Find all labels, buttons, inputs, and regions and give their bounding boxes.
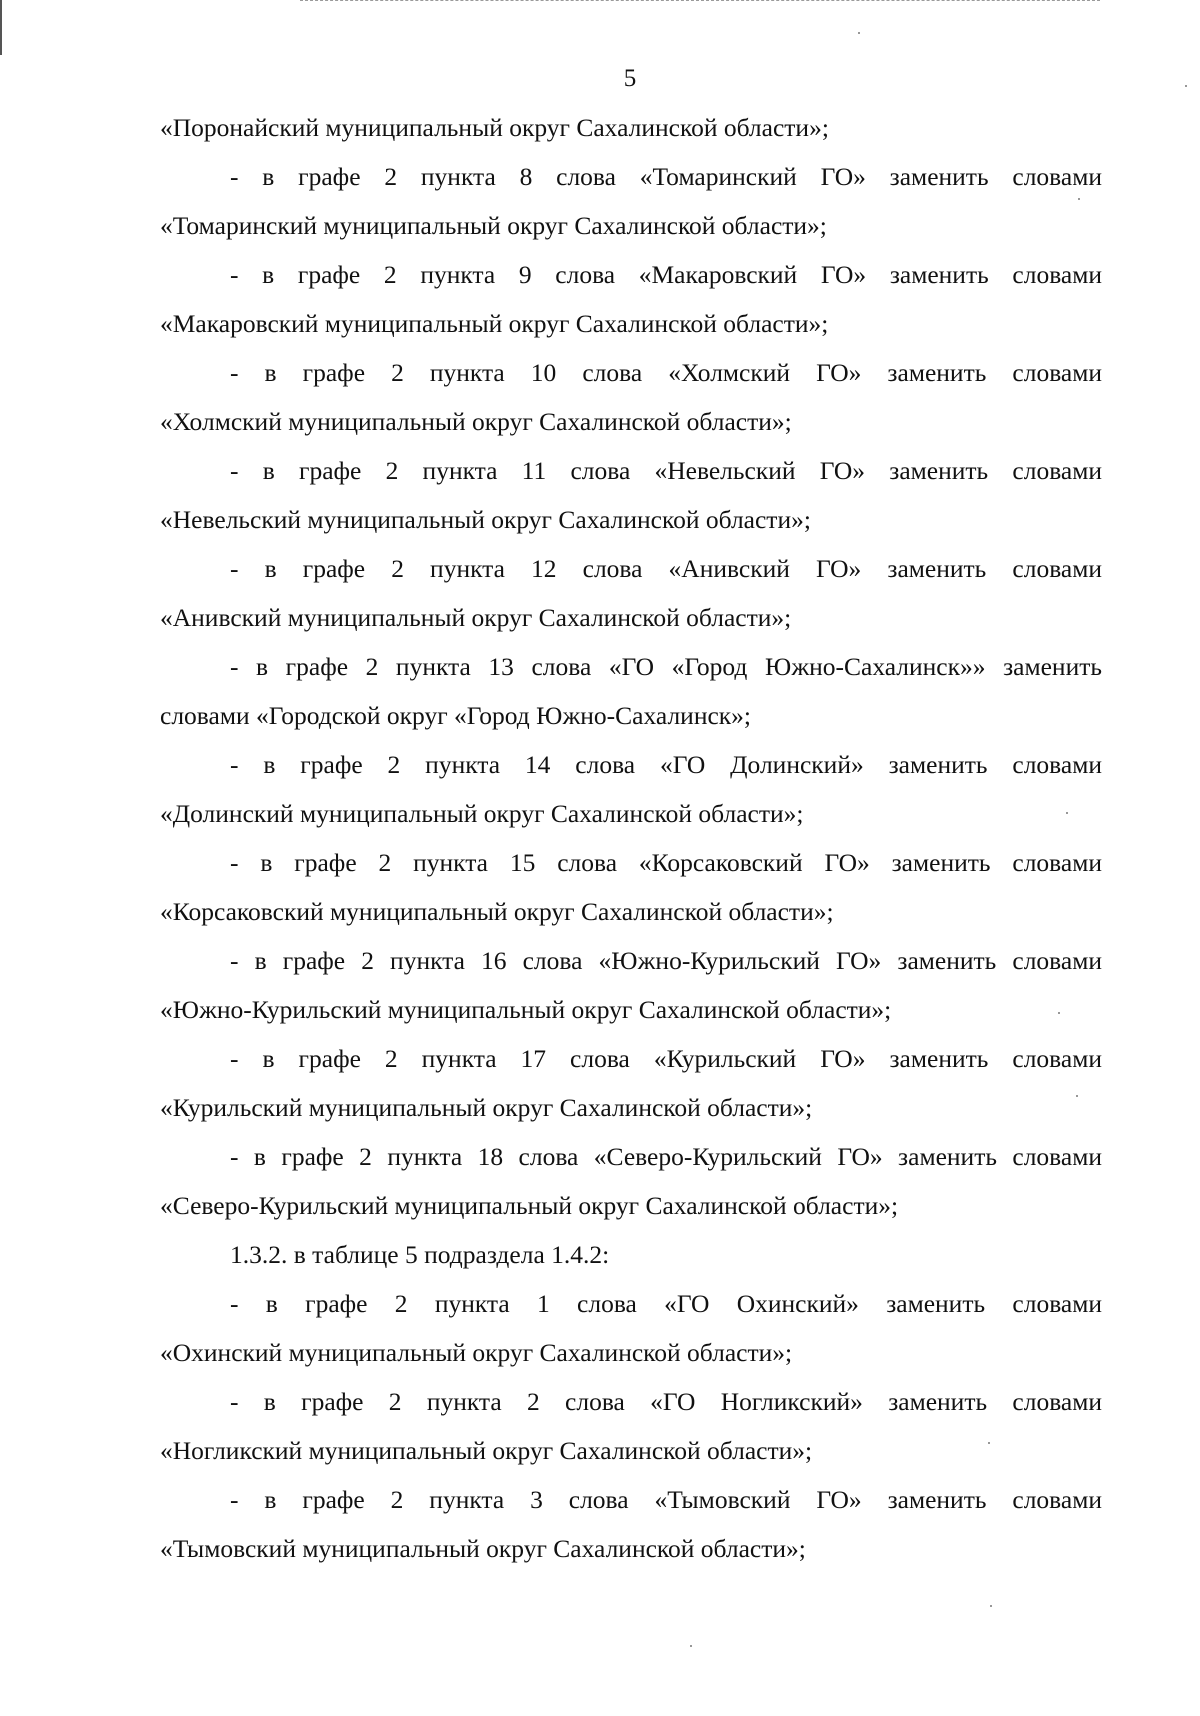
- paragraph-first-line: - в графе 2 пункта 9 слова «Макаровский ГО» заменить словами: [230, 260, 1102, 289]
- scan-speck: [690, 1645, 692, 1647]
- paragraph-continuation-line: «Холмский муниципальный округ Сахалинской области»;: [160, 407, 792, 436]
- paragraph-first-line: - в графе 2 пункта 14 слова «ГО Долинский» заменить словами: [230, 750, 1102, 779]
- paragraph-continuation-line: «Долинский муниципальный округ Сахалинской области»;: [160, 799, 804, 828]
- scan-speck: [988, 1442, 990, 1444]
- scan-speck: [1066, 812, 1068, 814]
- paragraph-continuation-line: «Поронайский муниципальный округ Сахалинской области»;: [160, 113, 829, 142]
- scan-speck: [1058, 1012, 1060, 1014]
- paragraph-continuation-line: «Макаровский муниципальный округ Сахалинской области»;: [160, 309, 829, 338]
- paragraph-continuation-line: «Тымовский муниципальный округ Сахалинской области»;: [160, 1534, 806, 1563]
- paragraph-continuation-line: «Томаринский муниципальный округ Сахалинской области»;: [160, 211, 827, 240]
- paragraph-first-line: - в графе 2 пункта 12 слова «Анивский ГО» заменить словами: [230, 554, 1102, 583]
- paragraph-first-line: - в графе 2 пункта 8 слова «Томаринский ГО» заменить словами: [230, 162, 1102, 191]
- scan-speck: [1076, 1095, 1078, 1097]
- paragraph-continuation-line: «Южно-Курильский муниципальный округ Сахалинской области»;: [160, 995, 892, 1024]
- scan-edge-left: [0, 0, 2, 55]
- paragraph-first-line: - в графе 2 пункта 13 слова «ГО «Город Южно-Сахалинск»» заменить: [230, 652, 1102, 681]
- paragraph-continuation-line: «Анивский муниципальный округ Сахалинской области»;: [160, 603, 792, 632]
- paragraph-first-line: - в графе 2 пункта 2 слова «ГО Ногликский» заменить словами: [230, 1387, 1102, 1416]
- scan-speck: [990, 1605, 992, 1607]
- paragraph-first-line: - в графе 2 пункта 15 слова «Корсаковский ГО» заменить словами: [230, 848, 1102, 877]
- document-body: [160, 103, 1102, 1573]
- paragraph-continuation-line: словами «Городской округ «Город Южно-Сахалинск»;: [160, 701, 752, 730]
- paragraph-first-line: - в графе 2 пункта 1 слова «ГО Охинский» заменить словами: [230, 1289, 1102, 1318]
- scan-speck: [1078, 198, 1080, 200]
- paragraph-first-line: 1.3.2. в таблице 5 подраздела 1.4.2:: [230, 1240, 610, 1269]
- paragraph-continuation-line: «Корсаковский муниципальный округ Сахалинской области»;: [160, 897, 834, 926]
- paragraph-continuation-line: «Курильский муниципальный округ Сахалинской области»;: [160, 1093, 813, 1122]
- paragraph-first-line: - в графе 2 пункта 11 слова «Невельский ГО» заменить словами: [230, 456, 1102, 485]
- paragraph-first-line: - в графе 2 пункта 16 слова «Южно-Курильский ГО» заменить словами: [230, 946, 1102, 975]
- scan-speck: [1185, 85, 1187, 87]
- paragraph-continuation-line: «Северо-Курильский муниципальный округ Сахалинской области»;: [160, 1191, 899, 1220]
- page-number: 5: [623, 65, 637, 92]
- scan-speck: [858, 32, 860, 34]
- paragraph-continuation-line: «Охинский муниципальный округ Сахалинской области»;: [160, 1338, 793, 1367]
- paragraph-first-line: - в графе 2 пункта 18 слова «Северо-Курильский ГО» заменить словами: [230, 1142, 1102, 1171]
- paragraph-first-line: - в графе 2 пункта 3 слова «Тымовский ГО» заменить словами: [230, 1485, 1102, 1514]
- paragraph-first-line: - в графе 2 пункта 10 слова «Холмский ГО» заменить словами: [230, 358, 1102, 387]
- paragraph-continuation-line: «Невельский муниципальный округ Сахалинской области»;: [160, 505, 811, 534]
- paragraph-first-line: - в графе 2 пункта 17 слова «Курильский ГО» заменить словами: [230, 1044, 1102, 1073]
- paragraph-continuation-line: «Ногликский муниципальный округ Сахалинской области»;: [160, 1436, 813, 1465]
- scan-edge-top: [300, 0, 1100, 3]
